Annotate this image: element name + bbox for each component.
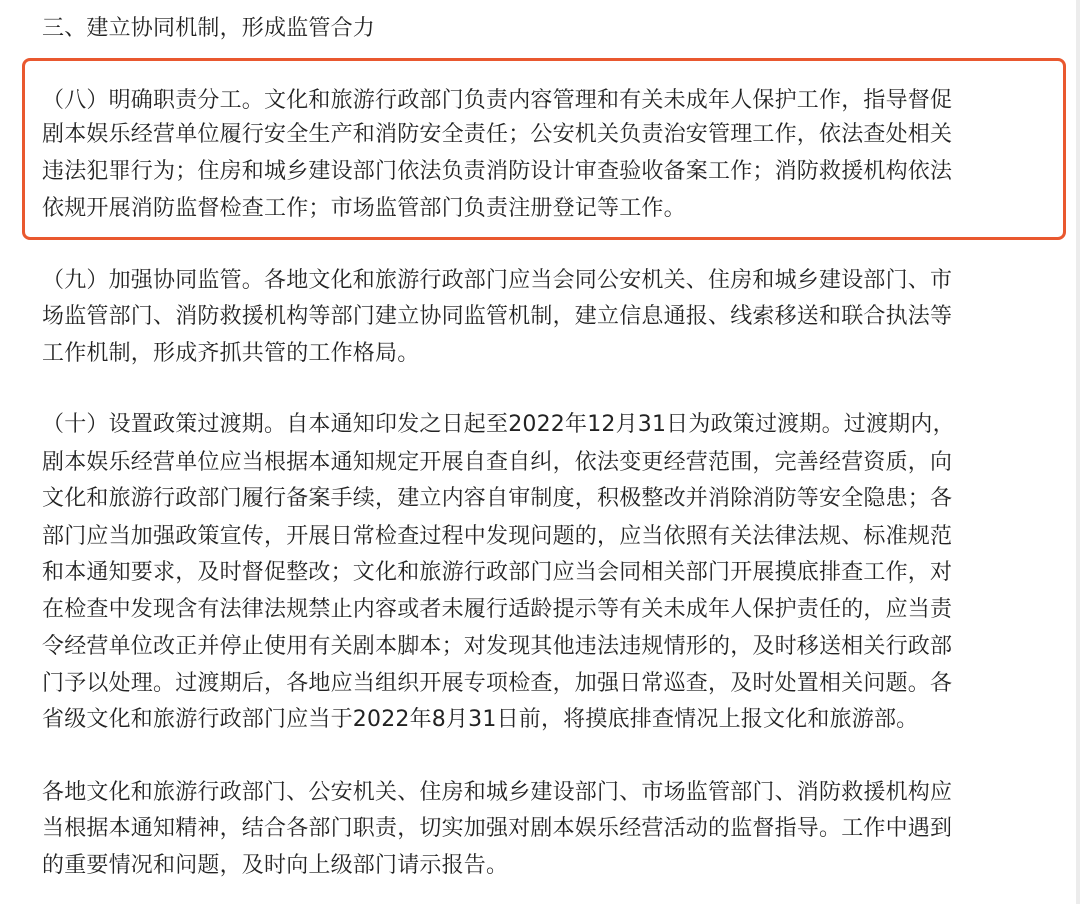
paragraph-line: 工作机制，形成齐抓共管的工作格局。 [42, 341, 420, 366]
paragraph-line: 在检查中发现含有法律法规禁止内容或者未履行适龄提示等有关未成年人保护责任的，应当责 [42, 597, 953, 622]
paragraph-line: 违法犯罪行为；住房和城乡建设部门依法负责消防设计审查验收备案工作；消防救援机构依法 [42, 159, 953, 184]
paragraph-line: 门予以处理。过渡期后，各地应当组织开展专项检查，加强日常巡查，及时处置相关问题。各 [42, 671, 953, 696]
paragraph-line: 依规开展消防监督检查工作；市场监管部门负责注册登记等工作。 [42, 196, 686, 221]
paragraph-line: （九）加强协同监管。各地文化和旅游行政部门应当会同公安机关、住房和城乡建设部门、市 [42, 268, 953, 293]
paragraph-line: 省级文化和旅游行政部门应当于2022年8月31日前，将摸底排查情况上报文化和旅游部。 [42, 707, 919, 732]
paragraph-line: 文化和旅游行政部门履行备案手续，建立内容自审制度，积极整改并消除消防等安全隐患；各 [42, 486, 953, 511]
paragraph-line: 剧本娱乐经营单位履行安全生产和消防安全责任；公安机关负责治安管理工作，依法查处相关 [42, 122, 953, 147]
paragraph-line: 的重要情况和问题，及时向上级部门请示报告。 [42, 853, 509, 878]
paragraph-line: 和本通知要求，及时督促整改；文化和旅游行政部门应当会同相关部门开展摸底排查工作，对 [42, 560, 953, 585]
paragraph-line: 场监管部门、消防救援机构等部门建立协同监管机制，建立信息通报、线索移送和联合执法等 [42, 304, 953, 329]
paragraph-line: 当根据本通知精神，结合各部门职责，切实加强对剧本娱乐经营活动的监督指导。工作中遇到 [42, 816, 953, 841]
paragraph-line: （八）明确职责分工。文化和旅游行政部门负责内容管理和有关未成年人保护工作，指导督促 [42, 88, 953, 113]
paragraph-line: 剧本娱乐经营单位应当根据本通知规定开展自查自纠，依法变更经营范围，完善经营资质，向 [42, 450, 953, 475]
paragraph-line: 部门应当加强政策宣传，开展日常检查过程中发现问题的，应当依照有关法律法规、标准规范 [42, 524, 953, 549]
paragraph-line: 令经营单位改正并停止使用有关剧本脚本；对发现其他违法违规情形的，及时移送相关行政部 [42, 634, 953, 659]
paragraph-line: 各地文化和旅游行政部门、公安机关、住房和城乡建设部门、市场监管部门、消防救援机构应 [42, 780, 953, 805]
page-edge [1076, 0, 1080, 904]
section-heading: 三、建立协同机制，形成监管合力 [42, 16, 376, 41]
paragraph-line: （十）设置政策过渡期。自本通知印发之日起至2022年12月31日为政策过渡期。过渡期内， [42, 412, 955, 437]
